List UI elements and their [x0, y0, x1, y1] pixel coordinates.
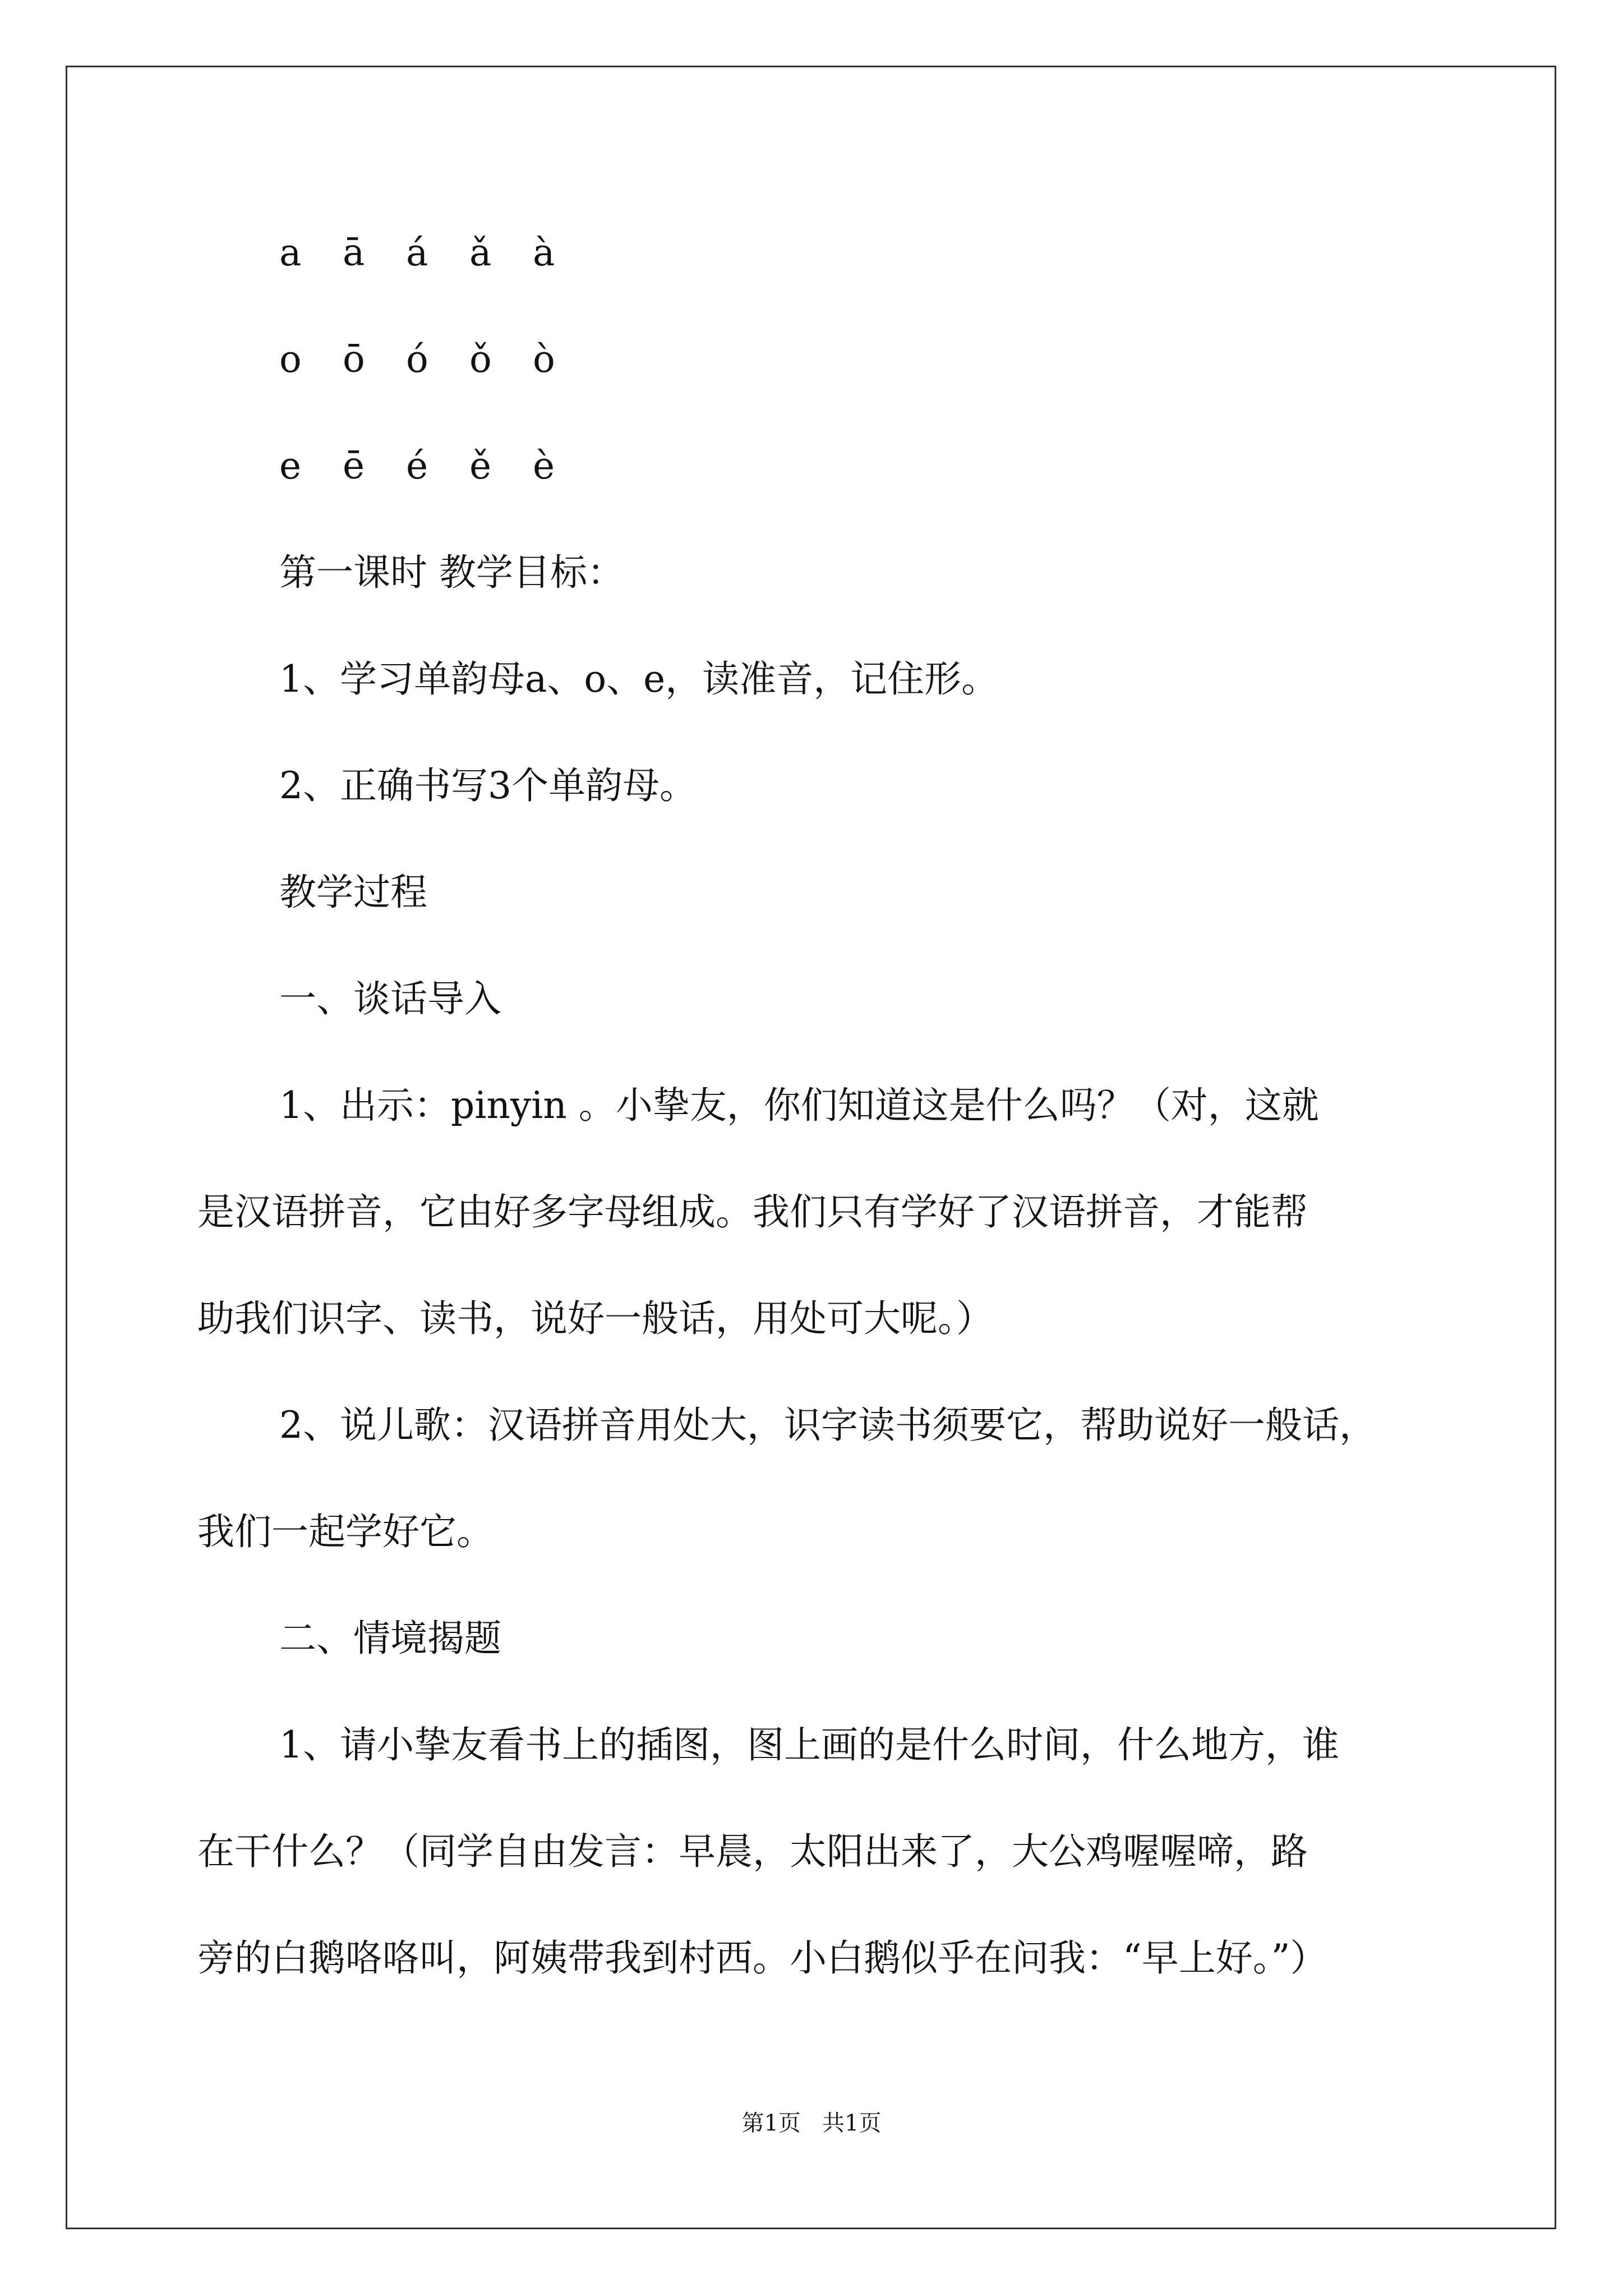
objective-2: 2、正确书写3个单韵母。 — [279, 764, 697, 807]
pinyin-glyph: ě — [469, 444, 492, 487]
paragraph-line: 旁的白鹅咯咯叫，阿姨带我到村西。小白鹅似乎在问我：“早上好。”） — [197, 1936, 1327, 1980]
paragraph-line: 1、出示：pinyin 。小挚友，你们知道这是什么吗？（对，这就 — [279, 1084, 1319, 1127]
pinyin-glyph: ā — [343, 231, 365, 274]
pinyin-glyph: o — [279, 338, 302, 381]
paragraph-line: 助我们识字、读书，说好一般话，用处可大呢。） — [197, 1297, 993, 1340]
objective-1: 1、学习单韵母a、o、e，读准音，记住形。 — [279, 657, 999, 701]
page-number-footer: 第1页 共1页 — [741, 2110, 882, 2136]
pinyin-glyph: ē — [343, 444, 365, 487]
pinyin-glyph: e — [279, 444, 302, 487]
pinyin-row-a — [279, 231, 596, 274]
pinyin-glyph: à — [533, 231, 555, 274]
page-border — [66, 66, 1556, 2229]
pinyin-glyph: ǎ — [469, 231, 492, 274]
pinyin-glyph: ǒ — [469, 338, 492, 381]
paragraph-line: 2、说儿歌：汉语拼音用处大，识字读书须要它，帮助说好一般话， — [279, 1404, 1376, 1447]
pinyin-glyph: a — [279, 231, 302, 274]
lesson-objectives-heading: 第一课时 教学目标： — [279, 551, 624, 594]
section-heading-scene: 二、情境揭题 — [279, 1617, 501, 1660]
pinyin-glyph: ó — [406, 338, 428, 381]
pinyin-glyph: á — [406, 231, 428, 274]
paragraph-line: 是汉语拼音，它由好多字母组成。我们只有学好了汉语拼音，才能帮 — [197, 1190, 1308, 1234]
section-heading-intro: 一、谈话导入 — [279, 977, 501, 1020]
pinyin-glyph: è — [533, 444, 555, 487]
process-heading: 教学过程 — [279, 871, 427, 914]
pinyin-row-o — [279, 338, 596, 381]
pinyin-glyph: ò — [533, 338, 555, 381]
paragraph-line: 1、请小挚友看书上的插图，图上画的是什么时间，什么地方，谁 — [279, 1723, 1339, 1766]
paragraph-line: 在干什么？（同学自由发言：早晨，太阳出来了，大公鸡喔喔啼，路 — [197, 1830, 1308, 1873]
pinyin-glyph: ō — [343, 338, 365, 381]
paragraph-line: 我们一起学好它。 — [197, 1510, 494, 1553]
pinyin-row-e — [279, 444, 596, 487]
pinyin-glyph: é — [406, 444, 428, 487]
